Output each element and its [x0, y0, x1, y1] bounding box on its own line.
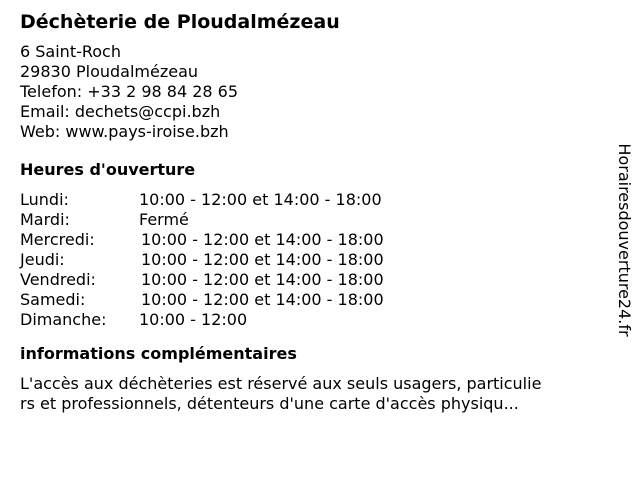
address-phone: Telefon: +33 2 98 84 28 65	[20, 82, 239, 101]
hours-time: 10:00 - 12:00 et 14:00 - 18:00	[139, 190, 382, 209]
page-title: Déchèterie de Ploudalmézeau	[20, 11, 340, 33]
hours-row-dimanche	[20, 310, 600, 330]
address-email: Email: dechets@ccpi.bzh	[20, 102, 221, 121]
address-city: 29830 Ploudalmézeau	[20, 62, 199, 81]
hours-row-vendredi	[20, 270, 600, 290]
hours-time: 10:00 - 12:00	[139, 310, 248, 329]
hours-row-jeudi	[20, 250, 600, 270]
hours-time: 10:00 - 12:00 et 14:00 - 18:00	[141, 230, 384, 249]
opening-hours-table	[20, 190, 600, 330]
info-line: rs et professionnels, détenteurs d'une carte d'accès physiqu...	[20, 394, 519, 413]
hours-day: Lundi:	[20, 190, 69, 209]
info-line: L'accès aux déchèteries est réservé aux seuls usagers, particulie	[20, 374, 542, 393]
address-street: 6 Saint-Roch	[20, 42, 121, 61]
hours-day: Vendredi:	[20, 270, 96, 289]
hours-row-mardi	[20, 210, 600, 230]
hours-day: Mardi:	[20, 210, 70, 229]
hours-day: Dimanche:	[20, 310, 107, 329]
hours-day: Samedi:	[20, 290, 86, 309]
hours-day: Jeudi:	[20, 250, 65, 269]
hours-heading: Heures d'ouverture	[20, 160, 196, 179]
hours-row-lundi	[20, 190, 600, 210]
hours-time: 10:00 - 12:00 et 14:00 - 18:00	[141, 290, 384, 309]
hours-time: 10:00 - 12:00 et 14:00 - 18:00	[141, 270, 384, 289]
info-heading: informations complémentaires	[20, 344, 297, 363]
place-card	[20, 10, 600, 414]
address-web: Web: www.pays-iroise.bzh	[20, 122, 229, 141]
brand-watermark[interactable]: Horairesdouverture24.fr	[615, 143, 634, 337]
hours-day: Mercredi:	[20, 230, 95, 249]
hours-row-samedi	[20, 290, 600, 310]
info-text	[20, 374, 600, 414]
address-block	[20, 42, 600, 142]
hours-row-mercredi	[20, 230, 600, 250]
hours-time: Fermé	[139, 210, 189, 229]
hours-time: 10:00 - 12:00 et 14:00 - 18:00	[141, 250, 384, 269]
